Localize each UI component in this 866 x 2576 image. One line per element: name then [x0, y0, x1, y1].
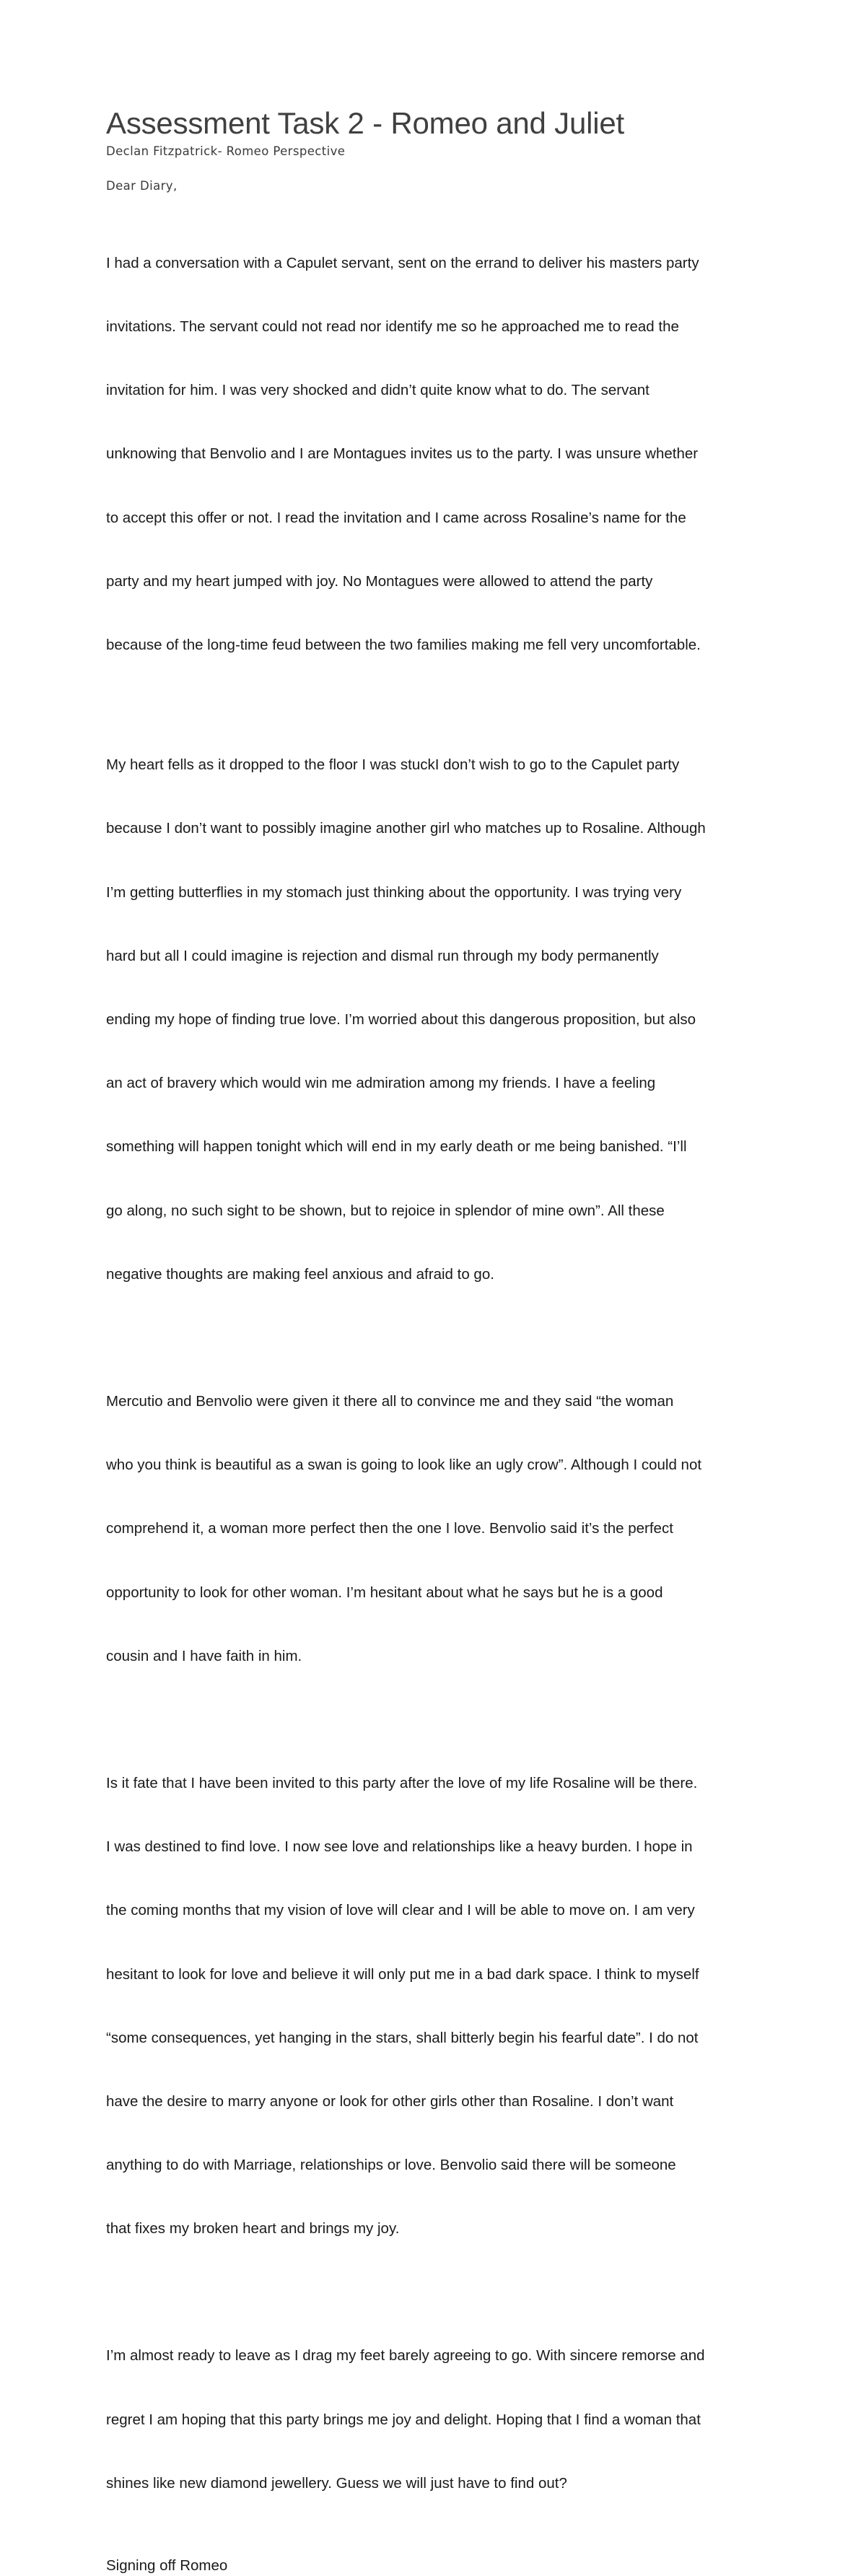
- text-line: Mercutio and Benvolio were given it there all to convince me and they said “the woman: [106, 1392, 674, 1410]
- text-line: go along, no such sight to be shown, but to rejoice in splendor of mine own”. All these: [106, 1202, 665, 1219]
- text-line: I had a conversation with a Capulet servant, sent on the errand to deliver his masters party: [106, 254, 699, 271]
- text-line: have the desire to marry anyone or look for other girls other than Rosaline. I don’t want: [106, 2092, 674, 2110]
- text-line: opportunity to look for other woman. I’m hesitant about what he says but he is a good: [106, 1584, 663, 1601]
- text-line: ending my hope of finding true love. I’m worried about this dangerous proposition, but also: [106, 1011, 696, 1029]
- text-line: I was destined to find love. I now see love and relationships like a heavy burden. I hope in: [106, 1838, 693, 1856]
- text-line: cousin and I have faith in him.: [106, 1647, 302, 1664]
- text-line: hesitant to look for love and believe it will only put me in a bad dark space. I think to myself: [106, 1965, 699, 1983]
- text-line: that fixes my broken heart and brings my joy.: [106, 2220, 400, 2237]
- paragraph-1: [106, 210, 777, 698]
- text-line: who you think is beautiful as a swan is going to look like an ugly crow”. Although I could not: [106, 1457, 702, 1474]
- document-subtitle: Declan Fitzpatrick- Romeo Perspective: [106, 144, 346, 158]
- text-line: regret I am hoping that this party brings me joy and delight. Hoping that I find a woman that: [106, 2411, 701, 2428]
- text-line: to accept this offer or not. I read the invitation and I came across Rosaline’s name for the: [106, 509, 686, 526]
- text-line: shines like new diamond jewellery. Guess we will just have to find out?: [106, 2474, 567, 2492]
- paragraph-4: [106, 1730, 777, 2282]
- text-line: Is it fate that I have been invited to this party after the love of my life Rosaline will be there.: [106, 1774, 698, 1791]
- document-title: Assessment Task 2 - Romeo and Juliet: [106, 106, 625, 140]
- text-line: invitation for him. I was very shocked and didn’t quite know what to do. The servant: [106, 382, 650, 399]
- text-line: because I don’t want to possibly imagine another girl who matches up to Rosaline. Although: [106, 820, 706, 837]
- text-line: party and my heart jumped with joy. No Montagues were allowed to attend the party: [106, 572, 653, 590]
- text-line: I’m getting butterflies in my stomach just thinking about the opportunity. I was trying very: [106, 883, 682, 901]
- text-line: the coming months that my vision of love will clear and I will be able to move on. I am very: [106, 1902, 695, 1919]
- signoff: Signing off Romeo: [106, 2557, 228, 2575]
- text-line: because of the long-time feud between the two families making me fell very uncomfortable.: [106, 637, 701, 654]
- text-line: I’m almost ready to leave as I drag my feet barely agreeing to go. With sincere remorse and: [106, 2347, 705, 2365]
- paragraph-3: [106, 1348, 777, 1709]
- paragraph-2: [106, 712, 777, 1327]
- salutation: Dear Diary,: [106, 179, 178, 193]
- text-line: unknowing that Benvolio and I are Montagues invites us to the party. I was unsure whether: [106, 445, 699, 463]
- text-line: negative thoughts are making feel anxious and afraid to go.: [106, 1265, 494, 1283]
- text-line: comprehend it, a woman more perfect then the one I love. Benvolio said it’s the perfect: [106, 1520, 673, 1537]
- document-body: [106, 105, 777, 2576]
- text-line: hard but all I could imagine is rejection and dismal run through my body permanently: [106, 947, 659, 964]
- text-line: invitations. The servant could not read nor identify me so he approached me to read the: [106, 318, 679, 336]
- text-line: anything to do with Marriage, relationships or love. Benvolio said there will be someone: [106, 2157, 676, 2174]
- text-line: My heart fells as it dropped to the floor I was stuckI don’t wish to go to the Capulet party: [106, 756, 680, 774]
- paragraph-5: [106, 2303, 777, 2536]
- text-line: “some consequences, yet hanging in the stars, shall bitterly begin his fearful date”. I do not: [106, 2029, 699, 2046]
- text-line: something will happen tonight which will end in my early death or me being banished. “I’ll: [106, 1138, 687, 1156]
- text-line: an act of bravery which would win me admiration among my friends. I have a feeling: [106, 1075, 656, 1092]
